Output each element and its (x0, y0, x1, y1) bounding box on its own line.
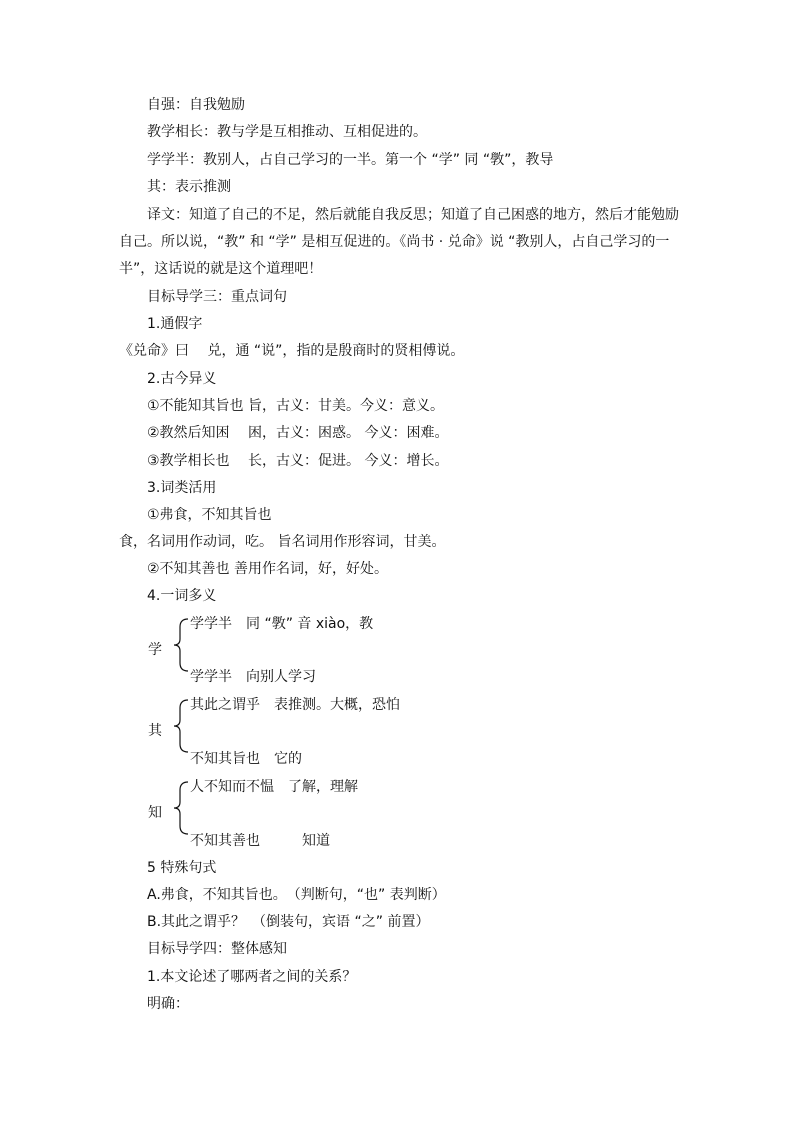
text-line: 1.本文论述了哪两者之间的关系？ (147, 969, 357, 985)
text-line: 5 特殊句式 (147, 860, 217, 876)
text-line: 食，名词用作动词，吃。 旨名词用作形容词，甘美。 (119, 534, 446, 550)
text-line: 其：表示推测 (147, 179, 231, 195)
brace-icon (172, 780, 190, 836)
text-line: 自己。所以说，“教” 和 “学” 是相互促进的。《尚书 · 兑命》说 “教别人，占自己学习的一 (119, 234, 670, 250)
text-line: 学学半：教别人，占自己学习的一半。第一个 “学” 同 “斆”，教导 (147, 152, 554, 168)
text-line: 自强：自我勉励 (147, 97, 245, 113)
section-heading: 目标导学三：重点词句 (147, 289, 287, 305)
text-line: 明确： (147, 996, 189, 1012)
text-line: 3.词类活用 (147, 480, 217, 496)
text-line: 教学相长：教与学是互相推动、互相促进的。 (147, 124, 427, 140)
text-line: 1.通假字 (147, 316, 203, 332)
text-line: B.其此之谓乎？ （倒装句，宾语 “之” 前置） (147, 914, 430, 930)
brace-label-xue: 学 (148, 642, 162, 658)
text-line: 译文：知道了自己的不足，然后就能自我反思；知道了自己困惑的地方，然后才能勉励 (147, 207, 679, 223)
text-line: 其此之谓乎 表推测。大概，恐怕 (190, 697, 400, 713)
text-line: 半”，这话说的就是这个道理吧！ (119, 261, 323, 277)
brace-icon (172, 617, 190, 673)
text-line: 4.一词多义 (147, 588, 217, 604)
brace-icon (172, 698, 190, 754)
text-line: 不知其旨也 它的 (190, 751, 302, 767)
text-line: 人不知而不愠 了解，理解 (190, 779, 358, 795)
brace-label-zhi: 知 (148, 805, 162, 821)
text-line: 《兑命》曰 兑，通 “说”，指的是殷商时的贤相傅说。 (119, 343, 465, 359)
text-line: 不知其善也 知道 (190, 833, 330, 849)
text-line: A.弗食，不知其旨也。 （判断句，“也” 表判断） (147, 887, 446, 903)
text-line: ②教然后知困 困，古义：困惑。 今义：困难。 (147, 425, 449, 441)
text-line: 2.古今异义 (147, 371, 217, 387)
text-line: ②不知其善也 善用作名词，好，好处。 (147, 561, 388, 577)
text-line: ①不能知其旨也 旨，古义：甘美。今义：意义。 (147, 398, 444, 414)
text-line: 学学半 同 “斆” 音 xiào，教 (190, 616, 374, 632)
text-line: 学学半 向别人学习 (190, 669, 316, 685)
brace-label-qi: 其 (148, 723, 162, 739)
text-line: ①弗食，不知其旨也 (147, 507, 272, 523)
section-heading: 目标导学四：整体感知 (147, 941, 287, 957)
text-line: ③教学相长也 长，古义：促进。 今义：增长。 (147, 453, 449, 469)
